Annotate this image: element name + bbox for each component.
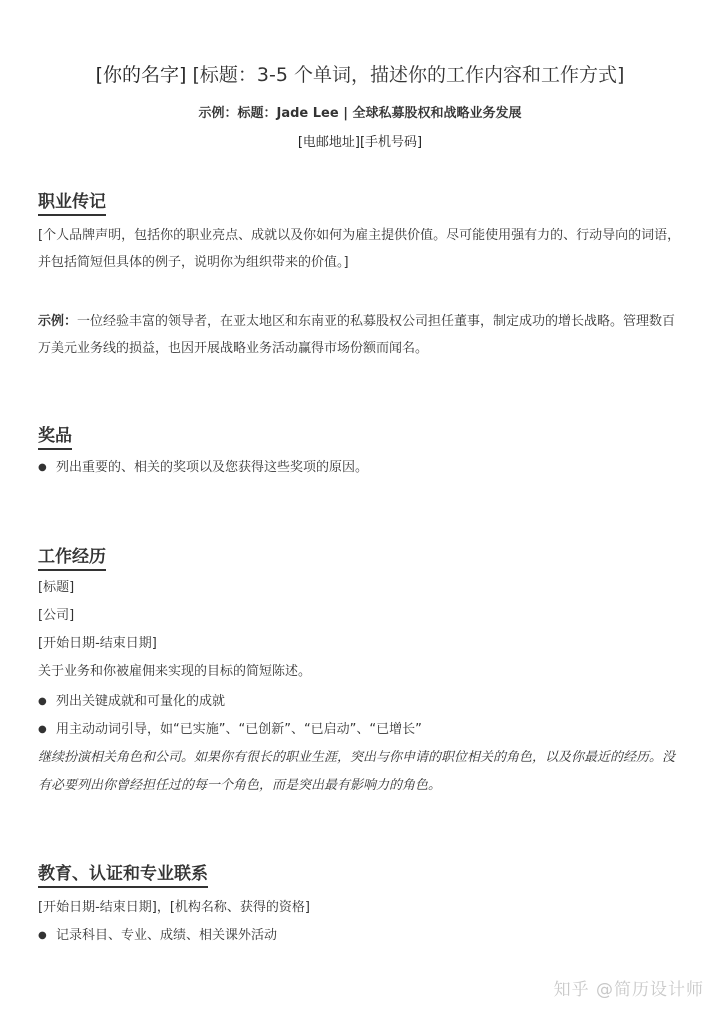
section-heading-experience: 工作经历 — [38, 545, 106, 571]
section-heading-bio: 职业传记 — [38, 190, 106, 216]
example-title: 示例：标题：Jade Lee | 全球私募股权和战略业务发展 — [198, 106, 522, 121]
experience-note: 继续扮演相关角色和公司。如果你有很长的职业生涯，突出与你申请的职位相关的角色，以及你最近的经历。没有必要列出你曾经担任过的每一个角色，而是突出最有影响力的角色。 — [38, 750, 676, 793]
bullet-icon: ● — [38, 930, 47, 941]
bio-instruction: [个人品牌声明，包括你的职业亮点、成就以及你如何为雇主提供价值。尽可能使用强有力的、行动导向的词语，并包括简短但具体的例子，说明你为组织带来的价值。] — [38, 228, 681, 270]
experience-summary: 关于业务和你被雇佣来实现的目标的简短陈述。 — [38, 664, 312, 679]
name-title-line — [0, 62, 720, 88]
experience-title: [标题] — [38, 580, 75, 595]
bio-example-label: 示例： — [38, 314, 78, 329]
experience-dates: [开始日期-结束日期] — [38, 636, 157, 651]
bullet-icon: ● — [38, 696, 47, 707]
list-item: ● 列出重要的、相关的奖项以及您获得这些奖项的原因。 — [38, 458, 368, 478]
contact-line: [电邮地址][手机号码] — [297, 135, 423, 150]
bio-example — [38, 308, 684, 362]
education-dates-institution: [开始日期-结束日期]，[机构名称、获得的资格] — [38, 900, 310, 915]
watermark: 知乎 @简历设计师 — [553, 980, 704, 1000]
bullet-icon: ● — [38, 462, 47, 473]
experience-company: [公司] — [38, 608, 75, 623]
title-placeholder: [标题：3-5 个单词，描述你的工作内容和工作方式] — [186, 64, 625, 86]
list-item: ● 记录科目、专业、成绩、相关课外活动 — [38, 926, 277, 946]
section-heading-awards: 奖品 — [38, 424, 72, 450]
section-heading-education: 教育、认证和专业联系 — [38, 862, 208, 888]
bullet-icon: ● — [38, 724, 47, 735]
list-item: ● 用主动动词引导，如“已实施”、“已创新”、“已启动”、“已增长” — [38, 720, 422, 740]
bio-example-text: 一位经验丰富的领导者，在亚太地区和东南亚的私募股权公司担任董事，制定成功的增长战略。管理数百万美元业务线的损益，也因开展战略业务活动赢得市场份额而闻名。 — [38, 314, 676, 356]
name-placeholder: [你的名字] — [95, 64, 187, 86]
list-item: ● 列出关键成就和可量化的成就 — [38, 692, 225, 712]
